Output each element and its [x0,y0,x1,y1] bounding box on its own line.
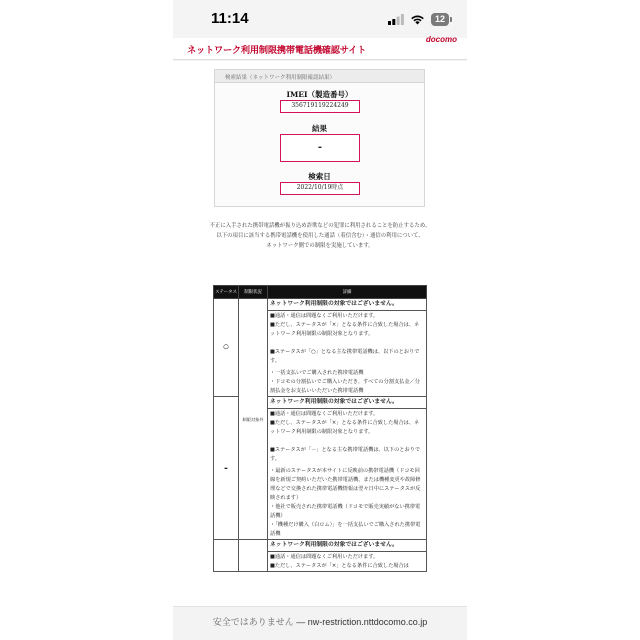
table-row [214,540,427,572]
result-value: - [280,134,360,162]
detail-line: ■ステータスが「－」となる主な携帯電話機は、以下のとおりです。 [270,447,421,462]
status-symbol-dash: - [214,397,239,540]
notice-line: ネットワーク側での制限を実施しています。 [266,243,374,249]
site-title: ネットワーク利用制限携帯電話機確認サイト [187,45,367,56]
header-restriction: 制限状況 [239,286,268,299]
detail-line: ■ステータスが「○」となる主な携帯電話機は、以下のとおりです。 [270,349,420,364]
search-date-value: 2022/10/19時点 [280,182,360,195]
browser-address-bar[interactable] [173,606,467,640]
detail-line: ・最新のステータスが本サイトに反映前の携帯電話機（ドコモ回線を新規ご契約いただいた携帯電話機、または機種変更や故障修理などで交換された携帯電話機情報は翌々日中にステータスが反映されます） [270,468,421,501]
search-date-label: 検索日 [308,172,331,181]
header-detail: 詳細 [268,286,427,299]
detail-line: ・「機種だけ購入（白ロム）」を一括支払いでご購入された携帯電話機 [270,522,421,537]
result-panel-heading: 検索結果（ネットワーク利用制限確認結果） [215,70,424,83]
detail-line: ・ドコモの分割払いでご購入いただき、すべての分割支払金／分割払金をお支払いいただいた携帯電話機 [270,379,420,394]
detail-line: ・他社で販売された携帯電話機（ドコモで販売実績がない携帯電話機） [270,504,421,519]
battery-icon: 12 [431,13,449,26]
status-time: 11:14 [211,10,249,27]
detail-line: ■通話・通信は問題なくご利用いただけます。 [270,554,379,560]
detail-line: ・一括支払いでご購入された携帯電話機 [270,370,364,376]
detail-cell [268,299,427,397]
site-header [173,35,467,60]
notice-line: 不正に入手された携帯電話機が振り込め詐欺などの犯罪に利用されることを防止するため、 [209,223,431,229]
detail-cell [268,540,427,572]
restriction-notice [193,221,447,251]
search-result-panel [214,69,425,207]
restriction-status [239,540,268,572]
header-status: ステータス [214,286,239,299]
status-symbol-circle: ○ [214,299,239,397]
wifi-icon [410,14,425,25]
restriction-status: 制限対象外 [239,299,268,540]
detail-title: ネットワーク利用制限の対象ではございません。 [268,398,426,409]
notice-line: 以下の項目に該当する携帯電話機を使用した通話（着信含む）・通信の利用について、 [216,233,424,239]
detail-line: ■ただし、ステータスが「×」となる条件に合致した場合は [270,563,409,569]
address-text[interactable] [173,615,467,628]
detail-line: ■ただし、ステータスが「×」となる条件に合致した場合は、ネットワーク利用制限の制限対象となります。 [270,322,420,337]
imei-label: IMEI（製造番号） [286,90,353,99]
address-separator: — [293,617,308,627]
status-table [213,285,427,572]
status-symbol [214,540,239,572]
detail-line: ■通話・通信は問題なくご利用いただけます。 [270,411,379,417]
url-text: nw-restriction.nttdocomo.co.jp [307,617,428,627]
detail-title: ネットワーク利用制限の対象ではございません。 [268,541,426,552]
detail-title: ネットワーク利用制限の対象ではございません。 [268,300,426,311]
result-label: 結果 [312,124,327,133]
detail-line: ■通話・通信は問題なくご利用いただけます。 [270,313,379,319]
table-row [214,299,427,397]
imei-value: 356719119224249 [280,100,360,113]
status-icons [388,12,449,26]
status-bar [173,0,467,38]
phone-screen [173,0,467,640]
detail-cell [268,397,427,540]
detail-line: ■ただし、ステータスが「×」となる条件に合致した場合は、ネットワーク利用制限の制限対象となります。 [270,420,420,435]
table-header-row [214,286,427,299]
docomo-logo[interactable]: docomo [425,35,457,44]
signal-icon [388,14,404,25]
not-secure-warning: 安全ではありません [212,617,294,627]
page-content[interactable] [173,61,467,606]
